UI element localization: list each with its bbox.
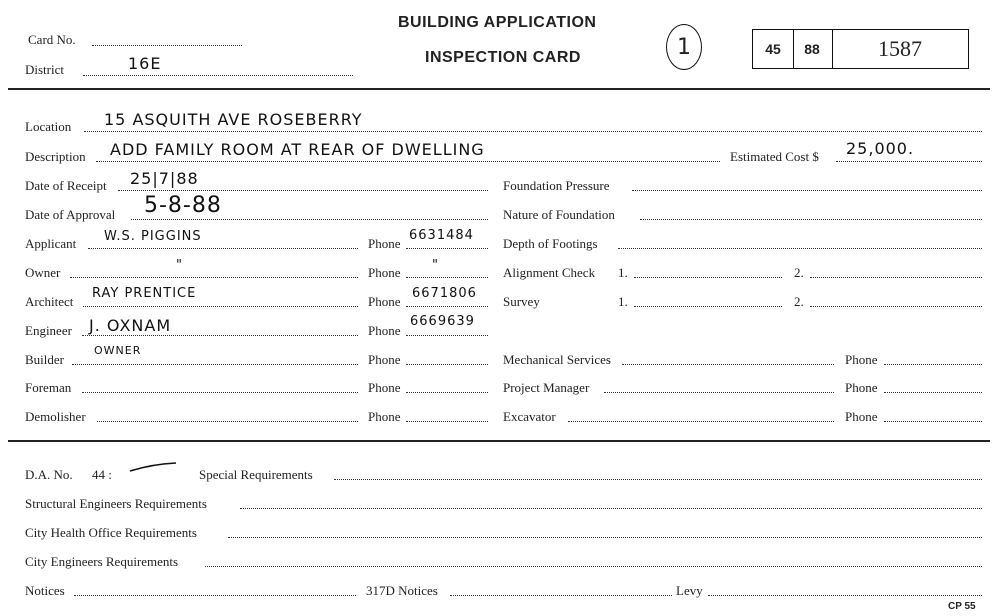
alignment-check-label: Alignment Check xyxy=(503,265,596,280)
special-req-label: Special Requirements xyxy=(199,467,313,482)
levy-label: Levy xyxy=(676,583,703,598)
survey-one-label: 1. xyxy=(618,294,628,309)
applicant-phone-line xyxy=(406,248,488,249)
applicant-value: W.S. PIGGINS xyxy=(104,229,202,244)
district-line xyxy=(83,75,353,76)
project-manager-label: Project Manager xyxy=(503,380,590,395)
architect-line xyxy=(83,306,358,307)
owner-phone: " xyxy=(432,258,439,273)
survey-two-label: 2. xyxy=(794,294,804,309)
excavator-phone-line xyxy=(884,421,982,422)
owner-value: " xyxy=(176,258,183,273)
builder-phone-line xyxy=(406,364,488,365)
survey-label: Survey xyxy=(503,294,540,309)
da-no-dash-mark xyxy=(128,460,178,474)
notices-label: Notices xyxy=(25,583,65,598)
project-manager-line xyxy=(604,392,834,393)
title-line1: BUILDING APPLICATION xyxy=(398,14,597,31)
mechanical-phone-label: Phone xyxy=(845,352,878,367)
engineer-phone-label: Phone xyxy=(368,323,401,338)
depth-footings-line xyxy=(618,248,982,249)
engineer-label: Engineer xyxy=(25,323,72,338)
owner-line xyxy=(70,277,358,278)
owner-label: Owner xyxy=(25,265,61,280)
district-value: 16E xyxy=(128,54,162,73)
description-label: Description xyxy=(25,149,86,164)
excavator-label: Excavator xyxy=(503,409,556,424)
mid-divider xyxy=(8,440,990,442)
foreman-phone-line xyxy=(406,392,488,393)
alignment-two-line xyxy=(810,277,982,278)
structural-line xyxy=(240,508,982,509)
card-no-line xyxy=(92,45,242,46)
applicant-line xyxy=(88,248,358,249)
structural-label: Structural Engineers Requirements xyxy=(25,496,207,511)
notices-317d-label: 317D Notices xyxy=(366,583,438,598)
location-value: 15 ASQUITH AVE ROSEBERRY xyxy=(104,110,363,129)
estimated-cost-line xyxy=(836,161,982,162)
nature-foundation-label: Nature of Foundation xyxy=(503,207,615,222)
city-eng-label: City Engineers Requirements xyxy=(25,554,179,569)
levy-line xyxy=(708,595,982,596)
engineer-value: J. OXNAM xyxy=(89,316,172,335)
owner-phone-line xyxy=(406,277,488,278)
builder-label: Builder xyxy=(25,352,64,367)
date-receipt-label: Date of Receipt xyxy=(25,178,107,193)
top-divider xyxy=(8,88,990,90)
foundation-pressure-label: Foundation Pressure xyxy=(503,178,610,193)
architect-phone-label: Phone xyxy=(368,294,401,309)
foreman-label: Foreman xyxy=(25,380,72,395)
ref-box-1: 45 xyxy=(752,29,794,69)
applicant-phone: 6631484 xyxy=(409,228,474,243)
location-line xyxy=(84,131,982,132)
notices-317d-line xyxy=(450,595,672,596)
applicant-label: Applicant xyxy=(25,236,77,251)
circled-number xyxy=(666,24,702,70)
special-req-line xyxy=(334,479,982,480)
date-approval-line xyxy=(131,219,488,220)
da-no-label: D.A. No. xyxy=(25,467,73,482)
excavator-phone-label: Phone xyxy=(845,409,878,424)
engineer-phone-line xyxy=(406,335,488,336)
architect-phone-line xyxy=(406,306,488,307)
health-line xyxy=(228,537,982,538)
demolisher-phone-line xyxy=(406,421,488,422)
mechanical-phone-line xyxy=(884,364,982,365)
city-eng-line xyxy=(205,566,982,567)
project-manager-phone-label: Phone xyxy=(845,380,878,395)
builder-phone-label: Phone xyxy=(368,352,401,367)
alignment-two-label: 2. xyxy=(794,265,804,280)
builder-value: OWNER xyxy=(94,344,142,357)
architect-phone: 6671806 xyxy=(412,286,477,301)
architect-value: RAY PRENTICE xyxy=(92,286,197,301)
estimated-cost-label: Estimated Cost $ xyxy=(730,149,819,164)
foreman-line xyxy=(82,392,358,393)
mechanical-services-label: Mechanical Services xyxy=(503,352,611,367)
demolisher-line xyxy=(97,421,358,422)
da-no-value: 44 : xyxy=(92,467,112,482)
alignment-one-label: 1. xyxy=(618,265,628,280)
form-code: CP 55 xyxy=(948,601,976,612)
notices-line xyxy=(74,595,356,596)
ref-box-2: 88 xyxy=(792,29,833,69)
nature-foundation-line xyxy=(640,219,982,220)
date-receipt-value: 25|7|88 xyxy=(130,169,199,188)
location-label: Location xyxy=(25,119,72,134)
engineer-phone: 6669639 xyxy=(410,314,475,329)
title-line2: INSPECTION CARD xyxy=(425,49,581,66)
foreman-phone-label: Phone xyxy=(368,380,401,395)
architect-label: Architect xyxy=(25,294,74,309)
applicant-phone-label: Phone xyxy=(368,236,401,251)
excavator-line xyxy=(568,421,834,422)
alignment-one-line xyxy=(634,277,782,278)
estimated-cost-value: 25,000. xyxy=(846,139,915,158)
health-label: City Health Office Requirements xyxy=(25,525,197,540)
description-value: ADD FAMILY ROOM AT REAR OF DWELLING xyxy=(110,140,485,159)
date-approval-label: Date of Approval xyxy=(25,207,116,222)
owner-phone-label: Phone xyxy=(368,265,401,280)
demolisher-phone-label: Phone xyxy=(368,409,401,424)
district-label: District xyxy=(25,62,64,77)
demolisher-label: Demolisher xyxy=(25,409,86,424)
description-line xyxy=(96,161,720,162)
card-no-label: Card No. xyxy=(28,32,76,47)
survey-one-line xyxy=(634,306,782,307)
builder-line xyxy=(72,364,358,365)
project-manager-phone-line xyxy=(884,392,982,393)
survey-two-line xyxy=(810,306,982,307)
circled-number-value: 1 xyxy=(677,34,691,60)
depth-footings-label: Depth of Footings xyxy=(503,236,598,251)
mechanical-services-line xyxy=(622,364,834,365)
ref-box-3: 1587 xyxy=(832,29,969,69)
date-receipt-line xyxy=(118,190,488,191)
foundation-pressure-line xyxy=(632,190,982,191)
date-approval-value: 5-8-88 xyxy=(144,193,222,218)
engineer-line xyxy=(82,335,358,336)
